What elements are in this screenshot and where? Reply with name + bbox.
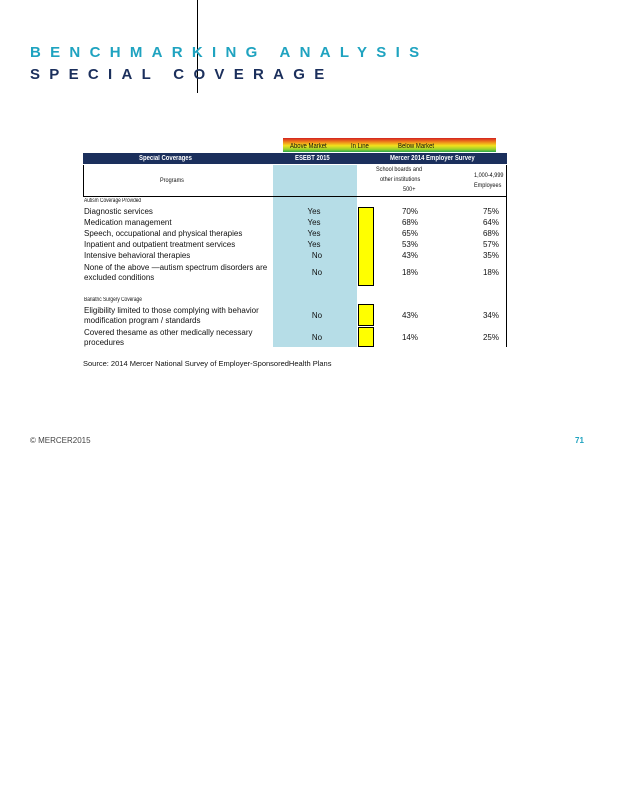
row-employees-value: 25% xyxy=(482,333,499,342)
row-school-value: 53% xyxy=(401,240,418,249)
row-label: Speech, occupational and physical therapies xyxy=(84,229,243,238)
subheader-employees-line2: Employees xyxy=(474,182,502,189)
row-esebt-value: Yes xyxy=(307,229,321,238)
row-label-line1: Eligibility limited to those complying with behavior xyxy=(84,306,259,315)
title-benchmarking: BENCHMARKING ANALYSIS xyxy=(30,44,429,61)
subheader-employees-line1: 1,000-4,999 xyxy=(474,172,504,179)
market-legend-bar xyxy=(283,138,496,152)
row-label-line1: Covered thesame as other medically necessary xyxy=(84,328,253,337)
row-school-value: 70% xyxy=(401,207,418,216)
copyright: © MERCER2015 xyxy=(30,436,91,445)
row-esebt-value: No xyxy=(311,311,323,320)
row-esebt-value: Yes xyxy=(307,207,321,216)
section-bariatric: Bariatric Surgery Coverage xyxy=(84,297,142,303)
page-number: 71 xyxy=(575,436,584,445)
row-label: Inpatient and outpatient treatment services xyxy=(84,240,236,249)
row-esebt-value: Yes xyxy=(307,240,321,249)
subheader-school-line3: 500+ xyxy=(403,186,416,193)
row-label: Intensive behavioral therapies xyxy=(84,251,191,260)
legend-below-market: Below Market xyxy=(398,143,435,150)
header-esebt: ESEBT 2015 xyxy=(295,155,330,162)
row-employees-value: 68% xyxy=(482,229,499,238)
row-school-value: 68% xyxy=(401,218,418,227)
header-mercer: Mercer 2014 Employer Survey xyxy=(390,155,475,162)
row-label-line2: procedures xyxy=(84,338,125,347)
indicator-box-autism xyxy=(358,207,374,286)
row-school-value: 43% xyxy=(401,251,418,260)
subheader-programs: Programs xyxy=(160,177,184,184)
source-note: Source: 2014 Mercer National Survey of Employer-SponsoredHealth Plans xyxy=(83,359,332,368)
section-autism: Autism Coverage Provided xyxy=(84,198,142,204)
row-label-line1: None of the above —autism spectrum disorders are xyxy=(84,263,268,272)
row-label: Medication management xyxy=(84,218,172,227)
row-esebt-value: Yes xyxy=(307,218,321,227)
row-label: Diagnostic services xyxy=(84,207,153,216)
row-employees-value: 34% xyxy=(482,311,499,320)
row-esebt-value: No xyxy=(311,251,323,260)
row-employees-value: 57% xyxy=(482,240,499,249)
row-employees-value: 35% xyxy=(482,251,499,260)
row-esebt-value: No xyxy=(311,268,323,277)
row-school-value: 43% xyxy=(401,311,418,320)
table-header xyxy=(83,153,507,164)
row-employees-value: 64% xyxy=(482,218,499,227)
subheader-school-line1: School boards and xyxy=(376,166,423,173)
row-employees-value: 18% xyxy=(482,268,499,277)
title-special-coverage: SPECIAL COVERAGE xyxy=(30,66,334,83)
row-employees-value: 75% xyxy=(482,207,499,216)
indicator-box-bariatric-1 xyxy=(358,304,374,326)
row-school-value: 14% xyxy=(401,333,418,342)
row-label-line2: modification program / standards xyxy=(84,316,201,325)
legend-above-market: Above Market xyxy=(290,143,327,150)
row-school-value: 18% xyxy=(401,268,418,277)
row-school-value: 65% xyxy=(401,229,418,238)
subheader-school-line2: other institutions xyxy=(380,176,421,183)
indicator-box-bariatric-2 xyxy=(358,327,374,347)
row-esebt-value: No xyxy=(311,333,323,342)
row-label-line2: excluded conditions xyxy=(84,273,155,282)
header-special-coverages: Special Coverages xyxy=(139,155,192,162)
legend-in-line: In Line xyxy=(351,143,369,150)
